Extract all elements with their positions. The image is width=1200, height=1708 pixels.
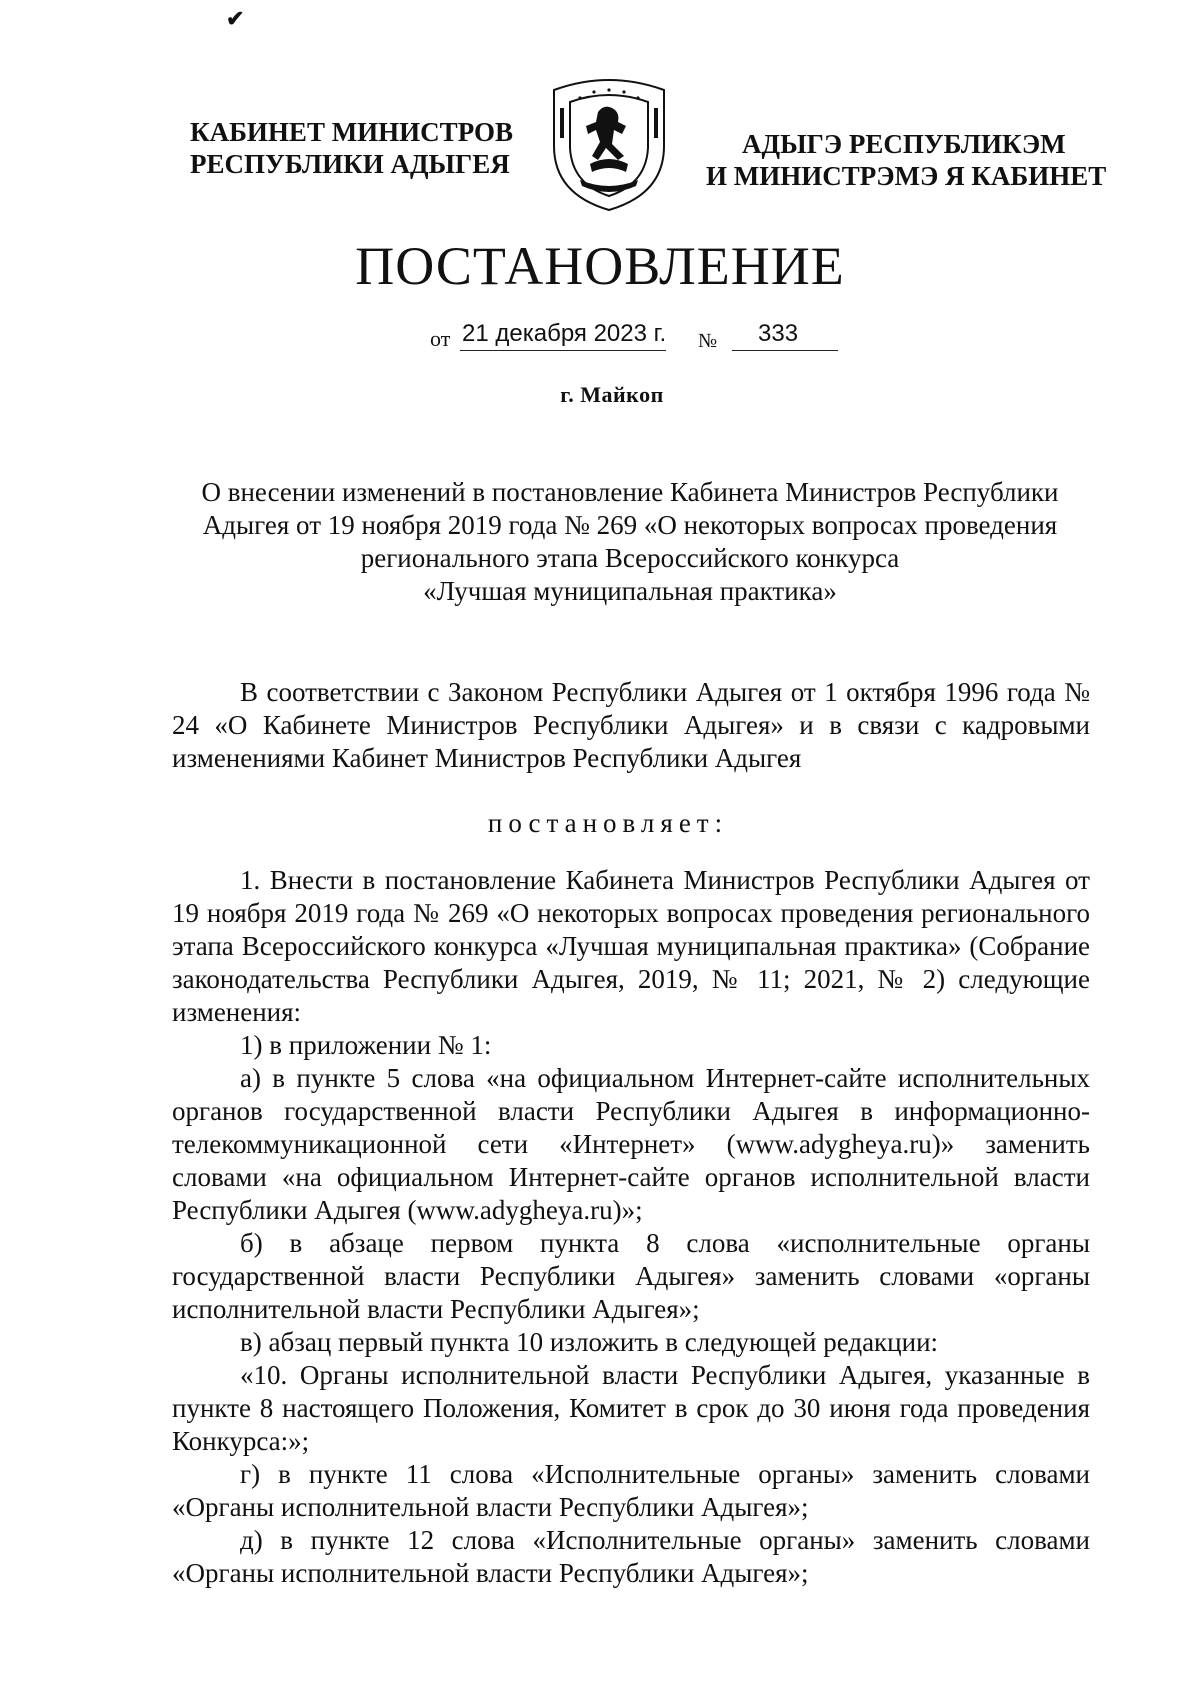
document-subject bbox=[170, 476, 1090, 608]
document-type-title: ПОСТАНОВЛЕНИЕ bbox=[355, 236, 845, 296]
subject-line: «Лучшая муниципальная практика» bbox=[423, 576, 837, 606]
decree-word: постановляет: bbox=[487, 808, 729, 838]
decree-item: «10. Органы исполнительной власти Республики Адыгея, указанные в пункте 8 настоящего Положения, Комитет в срок до 30 июня года проведения Конкурса:»; bbox=[172, 1360, 1090, 1456]
decree-item: д) в пункте 12 слова «Исполнительные органы» заменить словами «Органы исполнительной власти Республики Адыгея»; bbox=[172, 1525, 1090, 1588]
issuer-line-2: РЕСПУБЛИКИ АДЫГЕЯ bbox=[190, 149, 510, 179]
coat-of-arms-icon bbox=[540, 68, 678, 214]
number-underline bbox=[732, 350, 838, 351]
subject-line: О внесении изменений в постановление Кабинета Министров Республики bbox=[201, 477, 1059, 507]
decree-item: б) в абзаце первом пункта 8 слова «исполнительные органы государственной власти Республики Адыгея» заменить словами «органы исполнительной власти Республики Адыгея»; bbox=[172, 1228, 1090, 1324]
issuer-adyghe-line-1: АДЫГЭ РЕСПУБЛИКЭМ bbox=[742, 129, 1066, 159]
date-underline bbox=[460, 350, 666, 351]
number-sign: № bbox=[698, 330, 718, 352]
stray-pen-mark: ✔ bbox=[226, 6, 245, 31]
document-number: 333 bbox=[758, 320, 799, 347]
issuer-name-adyghe bbox=[706, 128, 1106, 192]
subject-line: регионального этапа Всероссийского конкурса bbox=[360, 543, 900, 573]
decree-items bbox=[172, 864, 1090, 1590]
issue-city: г. Майкоп bbox=[560, 382, 664, 407]
date-prefix: от bbox=[430, 326, 451, 351]
decree-item: г) в пункте 11 слова «Исполнительные органы» заменить словами «Органы исполнительной власти Республики Адыгея»; bbox=[172, 1459, 1090, 1522]
preamble bbox=[172, 676, 1090, 775]
decree-item: 1. Внести в постановление Кабинета Министров Республики Адыгея от 19 ноября 2019 года № 269 «О некоторых вопросах проведения регионального этапа Всероссийского конкурса «Лучшая муниципальная практика» (Собрание законодательства Республики Адыгея, 2019, № 11; 2021, № 2) следующие изменения: bbox=[172, 865, 1090, 1027]
decree-item: а) в пункте 5 слова «на официальном Интернет-сайте исполнительных органов государственной власти Республики Адыгея в информационно-телекоммуникационной сети «Интернет» (www.adygheya.ru)» заменить словами «на официальном Интернет-сайте органов исполнительной власти Республики Адыгея (www.adygheya.ru)»; bbox=[172, 1063, 1090, 1225]
document-date: 21 декабря 2023 г. bbox=[462, 320, 667, 347]
subject-line: Адыгея от 19 ноября 2019 года № 269 «О некоторых вопросах проведения bbox=[202, 510, 1058, 540]
issuer-line-1: КАБИНЕТ МИНИСТРОВ bbox=[190, 117, 514, 147]
preamble-paragraph: В соответствии с Законом Республики Адыгея от 1 октября 1996 года № 24 «О Кабинете Министров Республики Адыгея» и в связи с кадровыми изменениями Кабинет Министров Республики Адыгея bbox=[172, 677, 1090, 773]
decree-item: в) абзац первый пункта 10 изложить в следующей редакции: bbox=[240, 1327, 939, 1357]
issuer-adyghe-line-2: И МИНИСТРЭМЭ Я КАБИНЕТ bbox=[706, 161, 1107, 191]
issuer-name-russian bbox=[190, 116, 513, 180]
decree-item: 1) в приложении № 1: bbox=[240, 1030, 492, 1060]
